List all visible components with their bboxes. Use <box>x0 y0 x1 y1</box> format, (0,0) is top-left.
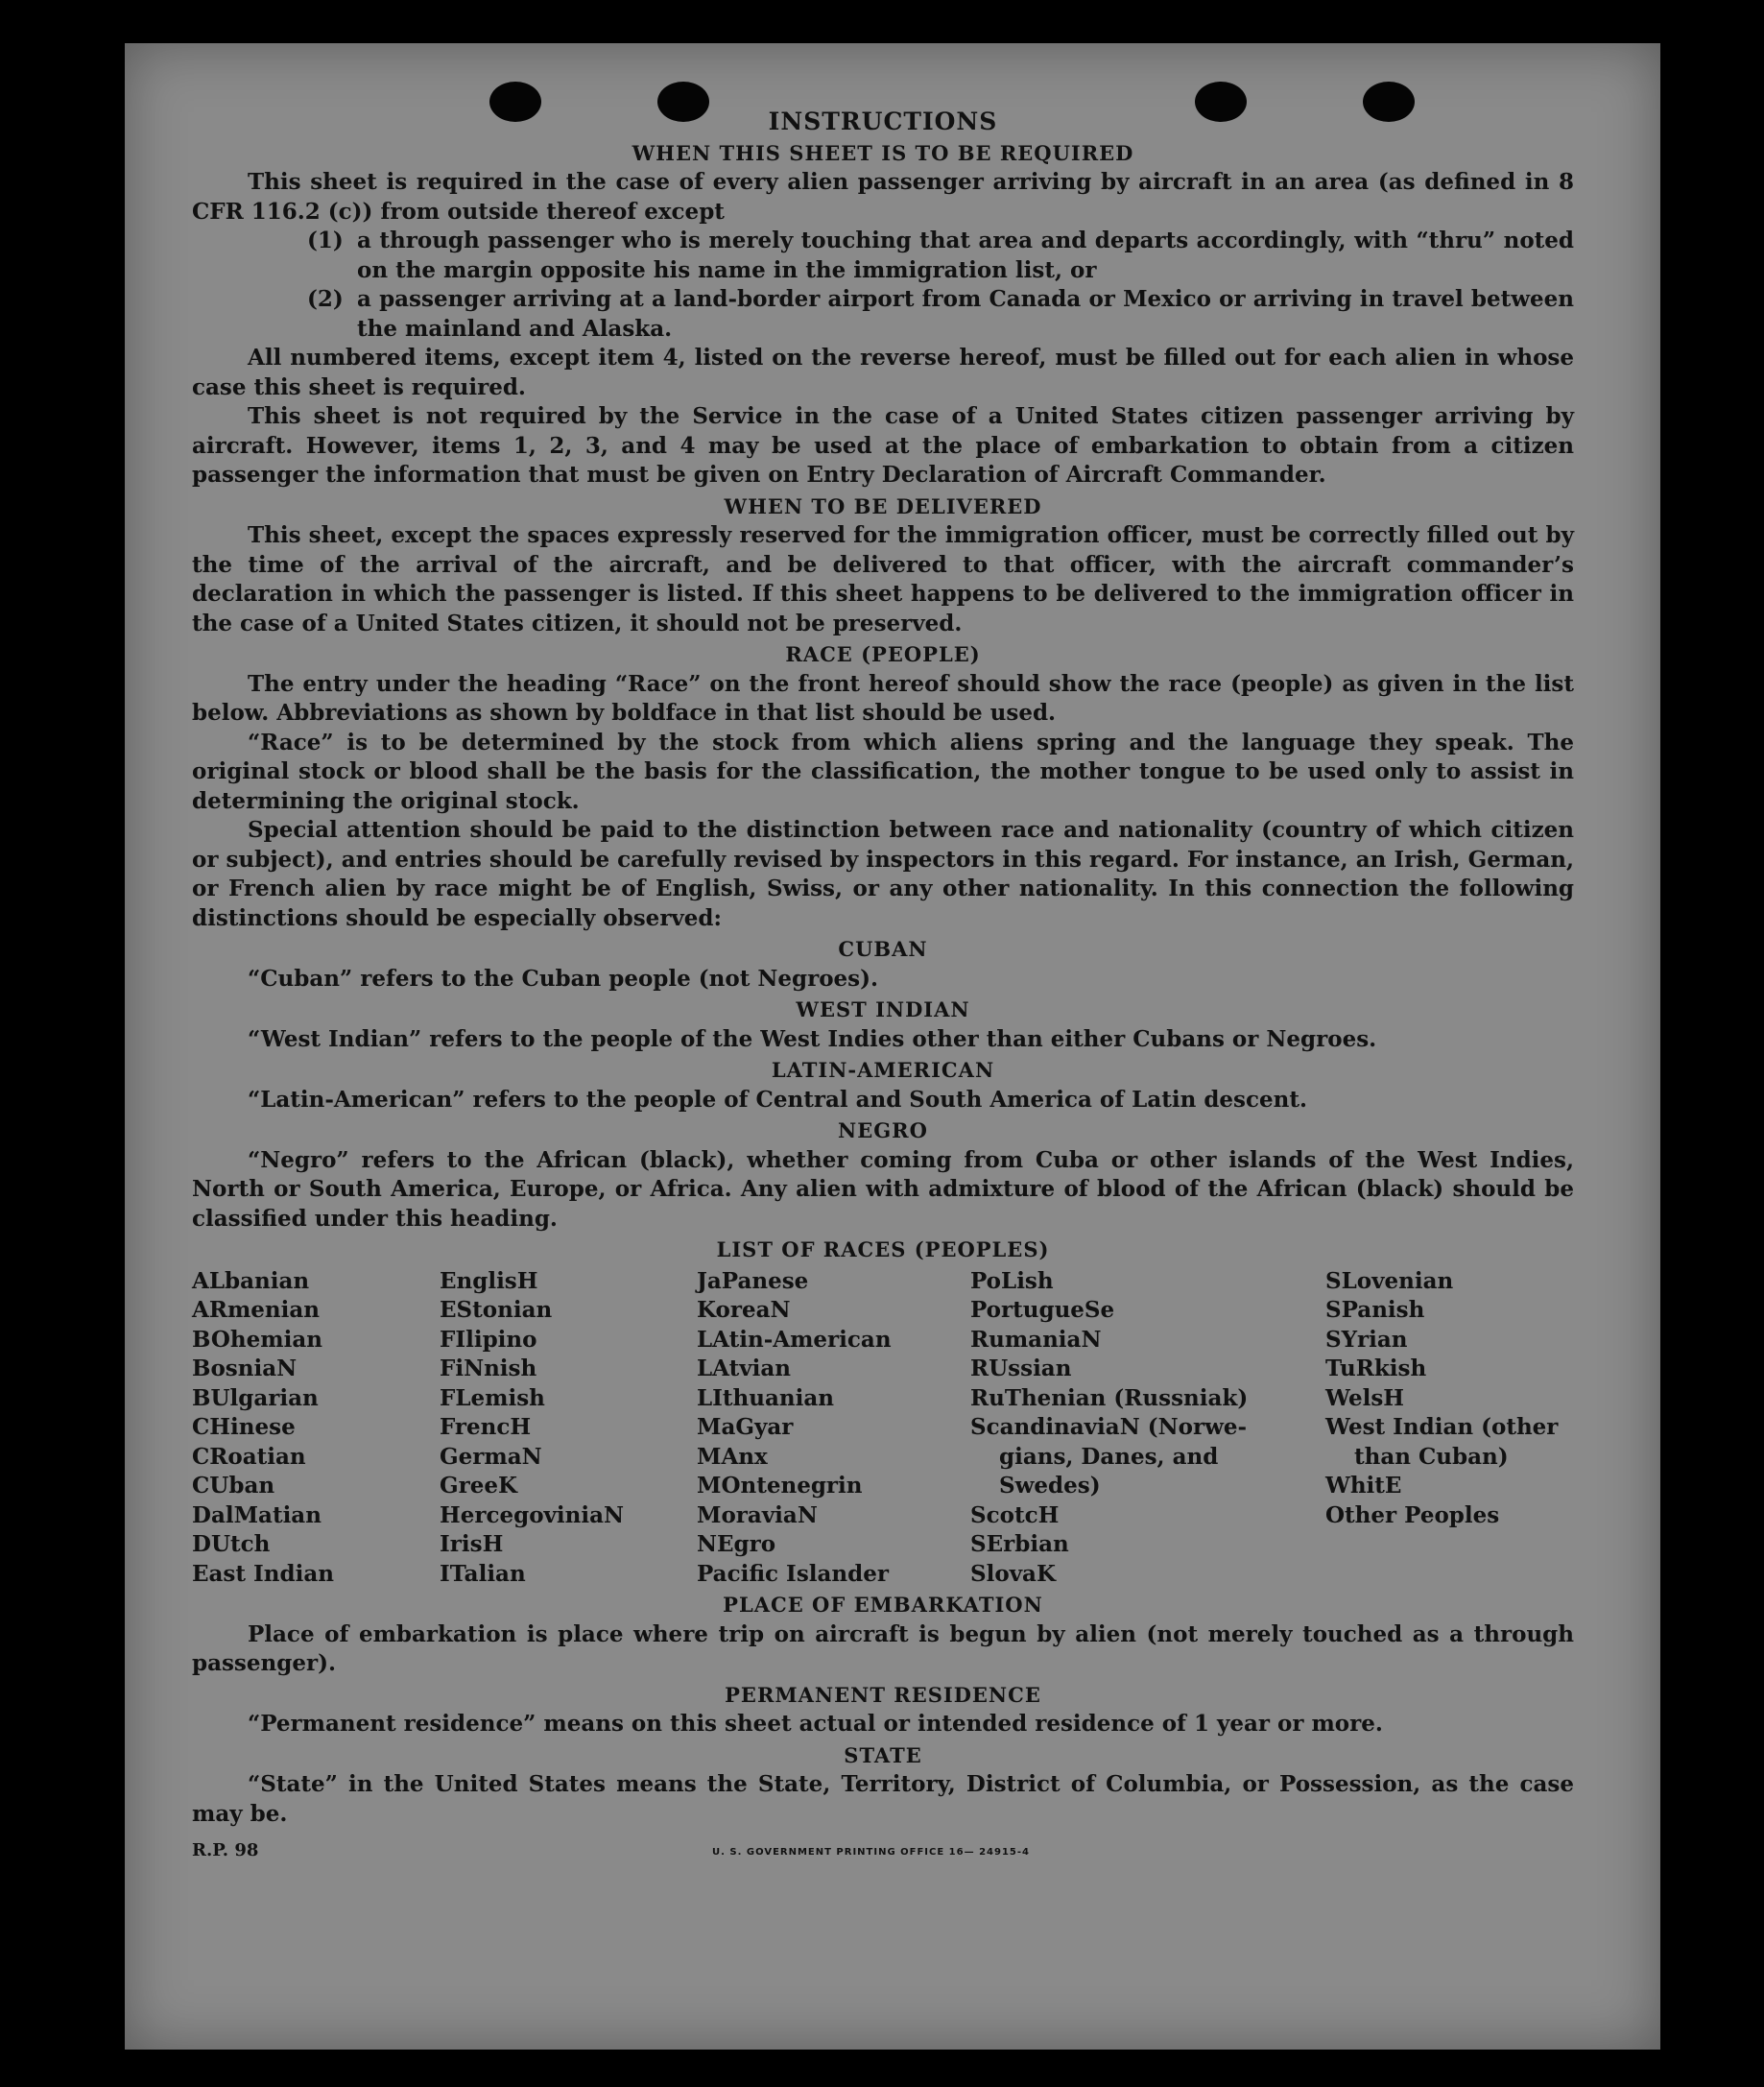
race-entry: PortugueSe <box>970 1297 1115 1323</box>
race-entry: ALbanian <box>192 1267 310 1294</box>
race-entry: Pacific Islander <box>697 1560 889 1587</box>
residence-definition: “Permanent residence” means on this sheet actual or intended residence of 1 year or more. <box>248 1711 1383 1737</box>
latin-american-definition: “Latin-American” refers to the people of Central and South America of Latin descent. <box>248 1086 1307 1113</box>
race-column-3 <box>697 1267 970 1590</box>
form-number: R.P. 98 <box>192 1840 259 1860</box>
race-entry: DalMatian <box>192 1501 322 1528</box>
race-entry: JaPanese <box>697 1267 809 1294</box>
race-entry: ARmenian <box>192 1297 321 1323</box>
heading-west-indian: WEST INDIAN <box>796 997 970 1021</box>
race-entry: MOntenegrin <box>697 1473 863 1499</box>
item-text: a through passenger who is merely touching that area and departs accordingly, with “thru” noted on the margin opposite his name in the immigration list, or <box>357 228 1574 283</box>
heading-list-of-races: LIST OF RACES (PEOPLES) <box>716 1237 1050 1261</box>
race-entry: FLemish <box>440 1384 545 1411</box>
race-entry: East Indian <box>192 1560 334 1587</box>
race-entry: CUban <box>192 1473 275 1499</box>
race-entry: MaGyar <box>697 1414 794 1440</box>
race-entry: LIthuanian <box>697 1384 834 1411</box>
race-entry: RUssian <box>970 1355 1072 1381</box>
race-column-1 <box>192 1267 440 1590</box>
heading-race: RACE (PEOPLE) <box>785 642 981 666</box>
race-para-2: “Race” is to be determined by the stock from which aliens spring and the language they speak. The original stock or blood shall be the basis for the classification, the mother tongue to be used only to assist in determining the original stock. <box>192 729 1574 814</box>
footer <box>192 1835 1574 1873</box>
race-entry: MoraviaN <box>697 1501 818 1528</box>
race-entry: PoLish <box>970 1267 1054 1294</box>
race-entry: MAnx <box>697 1443 768 1470</box>
race-entry: WelsH <box>1325 1384 1405 1411</box>
race-entry: SYrian <box>1325 1326 1408 1353</box>
race-entry: BUlgarian <box>192 1384 319 1411</box>
race-column-2 <box>440 1267 697 1590</box>
race-entry: HercegoviniaN <box>440 1501 625 1528</box>
exception-item-2 <box>307 285 1574 344</box>
race-entry: BOhemian <box>192 1326 322 1353</box>
race-entry-continued: gians, Danes, and <box>999 1443 1219 1470</box>
negro-definition: “Negro” refers to the African (black), whether coming from Cuba or other islands of the West Indies, North or South America, Europe, or Africa. Any alien with admixture of blood of the African (black) should be classified under this heading. <box>192 1146 1574 1232</box>
cuban-definition: “Cuban” refers to the Cuban people (not Negroes). <box>248 965 879 992</box>
heading-permanent-residence: PERMANENT RESIDENCE <box>725 1682 1041 1707</box>
item-text: a passenger arriving at a land-border airport from Canada or Mexico or arriving in travel between the mainland and Alaska. <box>357 286 1574 342</box>
race-entry: ScotcH <box>970 1501 1060 1528</box>
race-entry: TuRkish <box>1325 1355 1427 1381</box>
race-entry: GreeK <box>440 1473 518 1499</box>
race-list <box>192 1267 1574 1590</box>
heading-latin-american: LATIN-AMERICAN <box>771 1058 995 1082</box>
race-entry: FiNnish <box>440 1355 537 1381</box>
race-entry: LAtvian <box>697 1355 791 1381</box>
race-entry: RumaniaN <box>970 1326 1102 1353</box>
race-entry: ScandinaviaN (Norwe- <box>970 1414 1248 1440</box>
race-entry: SPanish <box>1325 1297 1425 1323</box>
race-entry: SlovaK <box>970 1560 1056 1587</box>
race-entry: FrencH <box>440 1414 532 1440</box>
west-indian-definition: “West Indian” refers to the people of the West Indies other than either Cubans or Negroes. <box>248 1025 1377 1052</box>
required-para-2: All numbered items, except item 4, listed on the reverse hereof, must be filled out for each alien in whose case this sheet is required. <box>192 345 1574 400</box>
race-entry: GermaN <box>440 1443 542 1470</box>
race-entry: ITalian <box>440 1560 526 1587</box>
embarkation-definition: Place of embarkation is place where trip on aircraft is begun by alien (not merely touched as a through passenger). <box>192 1620 1574 1676</box>
document-sheet <box>125 43 1660 2050</box>
race-entry-continued: Swedes) <box>999 1473 1101 1499</box>
race-entry: BosniaN <box>192 1355 298 1381</box>
race-entry: CHinese <box>192 1414 296 1440</box>
race-entry: LAtin-American <box>697 1326 892 1353</box>
race-para-3: Special attention should be paid to the distinction between race and nationality (country of which citizen or subject), and entries should be carefully revised by inspectors in this regard. For instance, an Irish, German, or French alien by race might be of English, Swiss, or any other nationality. In this connection the following distinctions should be especially observed: <box>192 817 1574 931</box>
race-column-4 <box>970 1267 1325 1590</box>
race-entry: West Indian (other <box>1325 1414 1559 1440</box>
required-intro: This sheet is required in the case of every alien passenger arriving by aircraft in an area (as defined in 8 CFR 116.2 (c)) from outside thereof except <box>192 169 1574 225</box>
race-entry: WhitE <box>1325 1473 1402 1499</box>
required-para-3: This sheet is not required by the Service in the case of a United States citizen passenger arriving by aircraft. However, items 1, 2, 3, and 4 may be used at the place of embarkation to obtain from a citizen passenger the information that must be given on Entry Declaration of Aircraft Commander. <box>192 403 1574 488</box>
heading-state: STATE <box>844 1742 922 1767</box>
item-number: (1) <box>307 228 344 253</box>
heading-negro: NEGRO <box>838 1118 928 1142</box>
race-entry: Other Peoples <box>1325 1501 1500 1528</box>
page-title: INSTRUCTIONS <box>768 108 998 135</box>
race-entry: SErbian <box>970 1531 1069 1557</box>
item-number: (2) <box>307 286 344 312</box>
heading-place-of-embarkation: PLACE OF EMBARKATION <box>723 1593 1043 1617</box>
heading-cuban: CUBAN <box>838 937 928 961</box>
race-entry: DUtch <box>192 1531 271 1557</box>
delivered-para: This sheet, except the spaces expressly reserved for the immigration officer, must be correctly filled out by the time of the arrival of the aircraft, and be delivered to that officer, with the aircraft commander’s declaration in which the passenger is listed. If this sheet happens to be delivered to the immigration officer in the case of a United States citizen, it should not be preserved. <box>192 522 1574 636</box>
race-column-5 <box>1325 1267 1574 1590</box>
race-entry-continued: than Cuban) <box>1354 1443 1509 1470</box>
exception-item-1 <box>307 227 1574 285</box>
state-definition: “State” in the United States means the State, Territory, District of Columbia, or Possession, as the case may be. <box>192 1771 1574 1827</box>
race-entry: SLovenian <box>1325 1267 1454 1294</box>
race-entry: RuThenian (Russniak) <box>970 1384 1249 1411</box>
heading-when-delivered: WHEN TO BE DELIVERED <box>724 493 1042 518</box>
race-entry: EStonian <box>440 1297 553 1323</box>
race-entry: NEgro <box>697 1531 776 1557</box>
heading-when-required: WHEN THIS SHEET IS TO BE REQUIRED <box>632 140 1134 165</box>
race-entry: FIlipino <box>440 1326 537 1353</box>
race-entry: IrisH <box>440 1531 504 1557</box>
printer-imprint: U. S. GOVERNMENT PRINTING OFFICE 16— 24915-4 <box>712 1847 1030 1858</box>
race-para-1: The entry under the heading “Race” on the front hereof should show the race (people) as given in the list below. Abbreviations as shown by boldface in that list should be used. <box>192 670 1574 726</box>
race-entry: CRoatian <box>192 1443 306 1470</box>
race-entry: KoreaN <box>697 1297 791 1323</box>
race-entry: EnglisH <box>440 1267 538 1294</box>
instructions-content <box>192 106 1574 1873</box>
